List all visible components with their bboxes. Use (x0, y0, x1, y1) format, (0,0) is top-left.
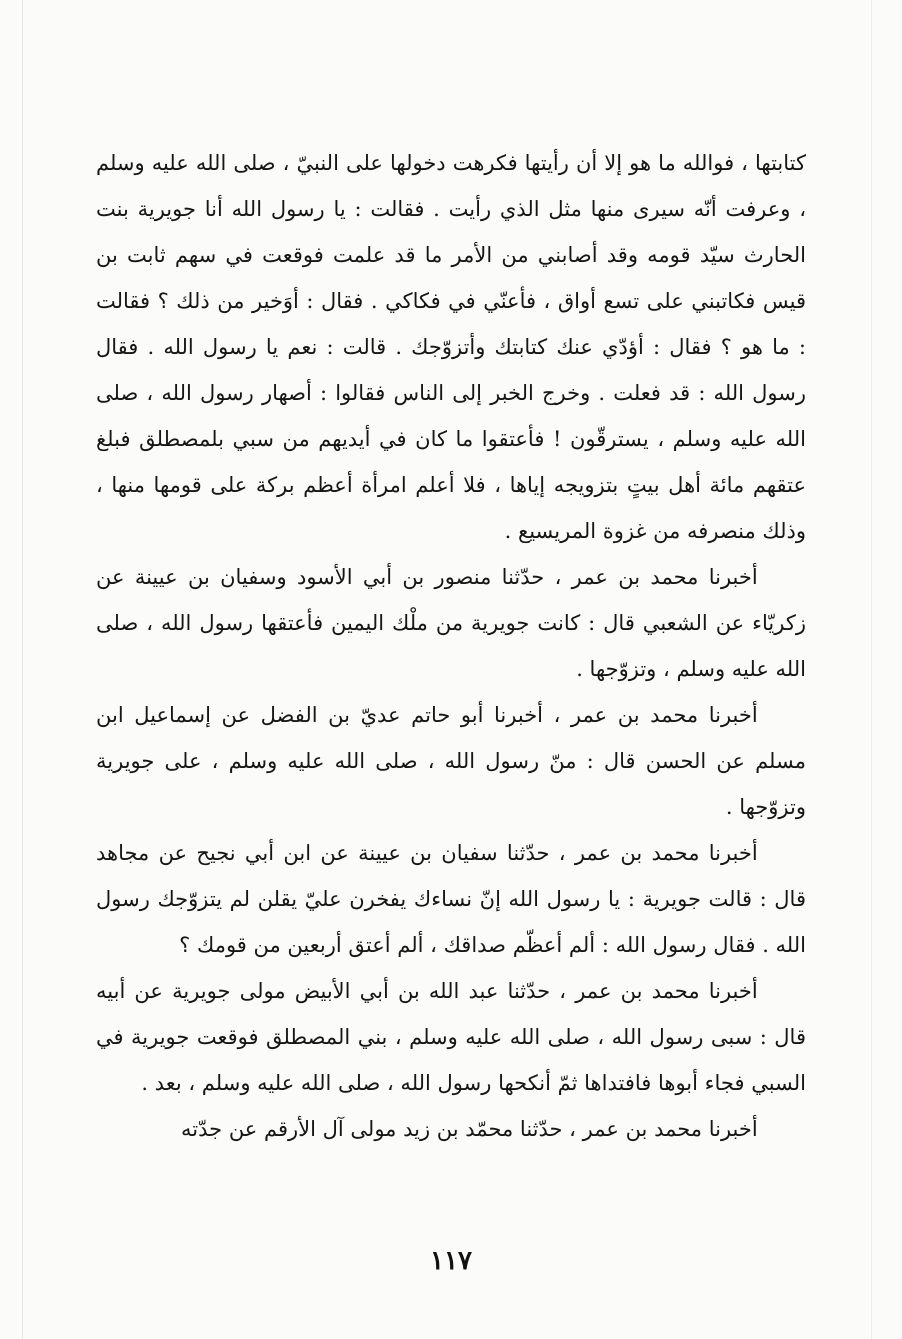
paragraph-6: أخبرنا محمد بن عمر ، حدّثنا محمّد بن زيد مولى آل الأرقم عن جدّته (181, 1117, 758, 1141)
paragraph-4: أخبرنا محمد بن عمر ، حدّثنا سفيان بن عيينة عن ابن أبي نجيح عن مجاهد قال : قالت جويرية : يا رسول الله إنّ نساءك يفخرن عليّ يقلن لم يتزوّجك رسول الله . فقال رسول الله : ألم أعظّم صداقك ، ألم أعتق أربعين من قومك ؟ (96, 841, 806, 957)
paragraph-3: أخبرنا محمد بن عمر ، أخبرنا أبو حاتم عديّ بن الفضل عن إسماعيل ابن مسلم عن الحسن قال : منّ رسول الله ، صلى الله عليه وسلم ، على جويرية وتزوّجها . (96, 703, 806, 819)
page-number: ١١٧ (430, 1246, 472, 1276)
paragraph-1: كتابتها ، فوالله ما هو إلا أن رأيتها فكرهت دخولها على النبيّ ، صلى الله عليه وسلم ، وعرفت أنّه سيرى منها مثل الذي رأيت . فقالت : يا رسول الله أنا جويرية بنت الحارث سيّد قومه وقد أصابني من الأمر ما قد علمت فوقعت في سهم ثابت بن قيس فكاتبني على تسع أواق ، فأعنّي في فكاكي . فقال : أوَخير من ذلك ؟ فقالت : ما هو ؟ فقال : أؤدّي عنك كتابتك وأتزوّجك . قالت : نعم يا رسول الله . فقال رسول الله : قد فعلت . وخرج الخبر إلى الناس فقالوا : أصهار رسول الله ، صلى الله عليه وسلم ، يسترقّون ! فأعتقوا ما كان في أيديهم من سبي بلمصطلق فبلغ عتقهم مائة أهل بيتٍ بتزويجه إياها ، فلا أعلم امرأة أعظم بركة على قومها منها ، وذلك منصرفه من غزوة المريسيع . (96, 151, 806, 543)
paragraph-2: أخبرنا محمد بن عمر ، حدّثنا منصور بن أبي الأسود وسفيان بن عيينة عن زكريّاء عن الشعبي قال : كانت جويرية من ملْك اليمين فأعتقها رسول الله ، صلى الله عليه وسلم ، وتزوّجها . (96, 565, 806, 681)
paragraph-5: أخبرنا محمد بن عمر ، حدّثنا عبد الله بن أبي الأبيض مولى جويرية عن أبيه قال : سبى رسول الله ، صلى الله عليه وسلم ، بني المصطلق فوقعت جويرية في السبي فجاء أبوها فافتداها ثمّ أنكحها رسول الله ، صلى الله عليه وسلم ، بعد . (96, 979, 806, 1095)
page-edge-left (22, 0, 23, 1339)
page-edge-right (871, 0, 872, 1339)
body-text (96, 140, 806, 1152)
